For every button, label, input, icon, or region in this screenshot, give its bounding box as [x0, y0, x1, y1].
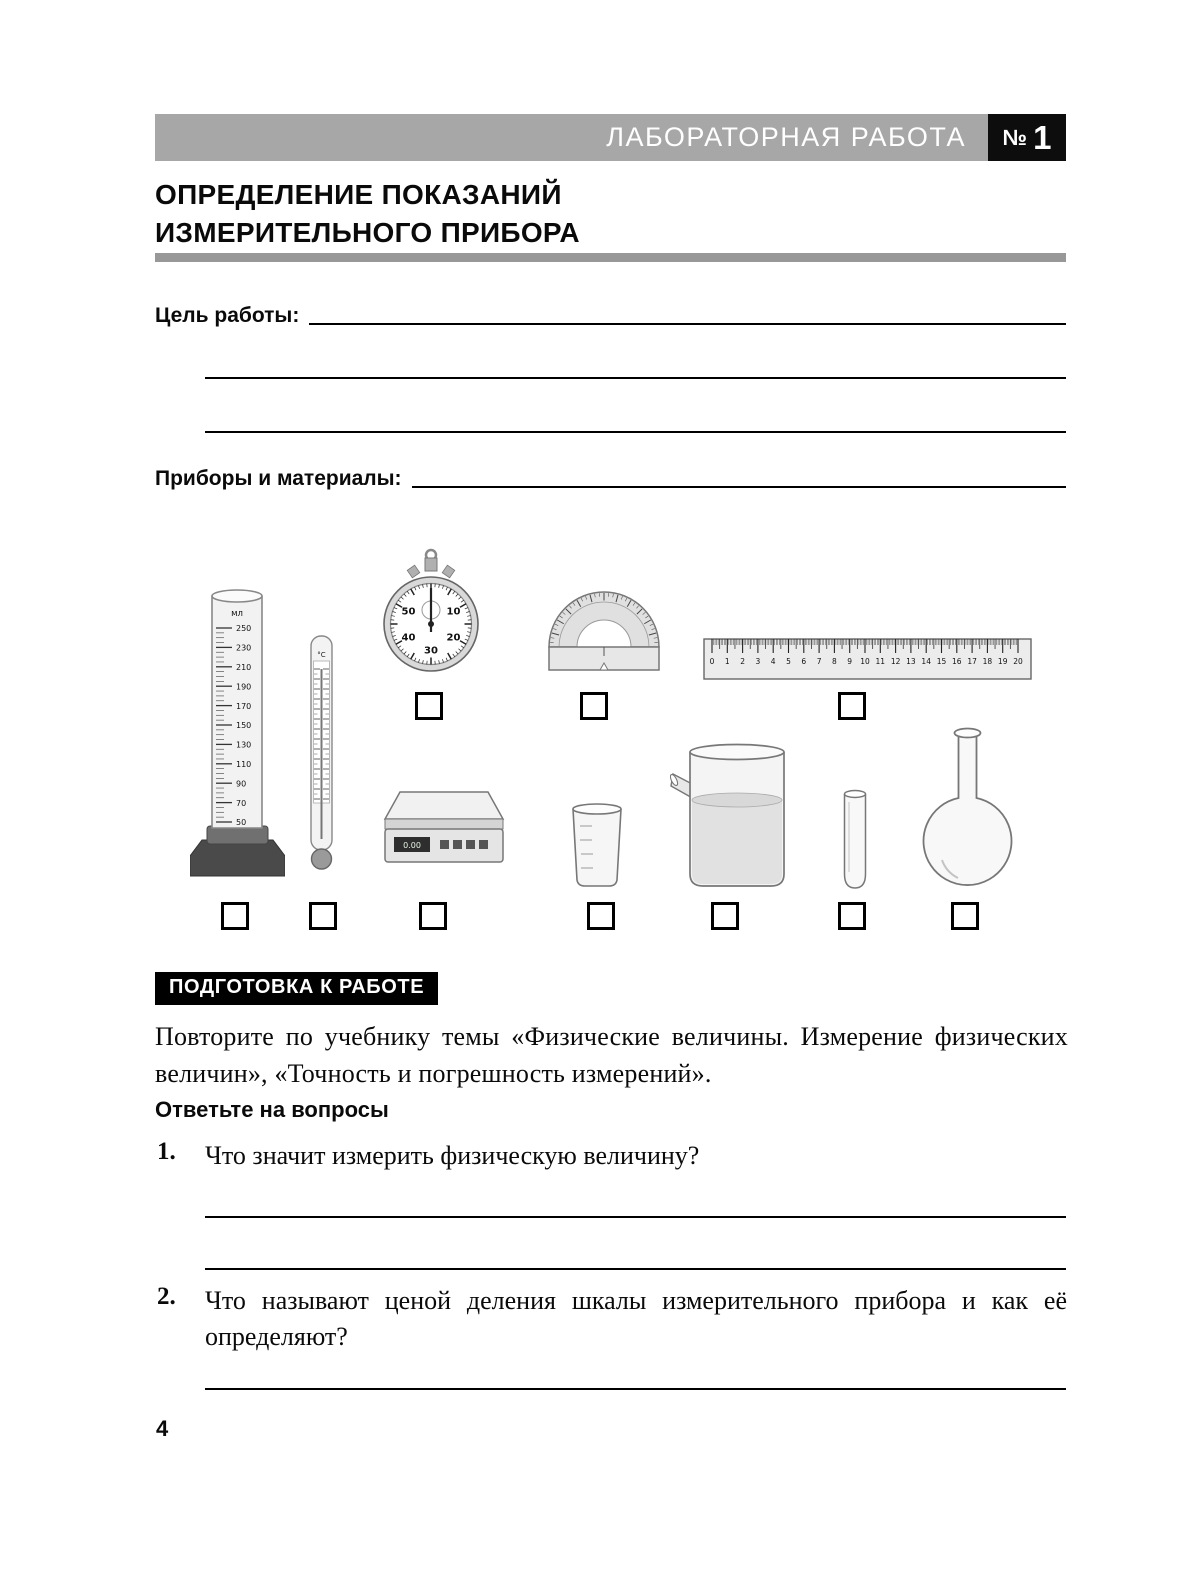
thermometer-bulb	[312, 849, 332, 869]
questions-heading: Ответьте на вопросы	[155, 1097, 389, 1122]
checkbox-balance[interactable]	[419, 902, 447, 930]
stopwatch-crown	[425, 558, 437, 571]
svg-text:10: 10	[446, 606, 461, 618]
page-title-line1: ОПРЕДЕЛЕНИЕ ПОКАЗАНИЙ	[155, 179, 562, 210]
materials-answer-line[interactable]	[412, 486, 1066, 488]
test-tube-image	[840, 786, 870, 894]
thermometer-unit-label: °C	[317, 651, 326, 659]
svg-text:15: 15	[936, 657, 947, 666]
svg-text:6: 6	[801, 657, 807, 666]
electronic-balance-image	[370, 788, 507, 876]
svg-text:70: 70	[236, 798, 247, 808]
checkbox-measuring-cylinder[interactable]	[221, 902, 249, 930]
svg-text:110: 110	[236, 760, 252, 769]
lab-number-sign: №	[1002, 124, 1028, 150]
lab-number-badge	[988, 114, 1066, 161]
thermometer-image	[298, 633, 344, 878]
round-bottom-flask-image	[920, 720, 1015, 894]
svg-text:11: 11	[875, 657, 886, 666]
materials-field	[155, 461, 1066, 491]
svg-text:50: 50	[236, 818, 247, 828]
page-number: 4	[156, 1416, 169, 1441]
svg-text:12: 12	[890, 657, 901, 666]
checkbox-flask[interactable]	[951, 902, 979, 930]
lab-number-value: 1	[1033, 118, 1052, 156]
svg-text:18: 18	[982, 657, 993, 666]
svg-text:8: 8	[832, 657, 837, 666]
svg-text:90: 90	[236, 779, 247, 789]
svg-text:230: 230	[236, 643, 252, 653]
lab-header-title: ЛАБОРАТОРНАЯ РАБОТА	[606, 122, 966, 152]
svg-text:19: 19	[997, 657, 1008, 666]
checkbox-stopwatch[interactable]	[415, 692, 443, 720]
goal-field	[155, 298, 1066, 328]
balance-display-value: 0.00	[403, 841, 421, 850]
lab-header	[155, 114, 1066, 161]
page-title-line2: ИЗМЕРИТЕЛЬНОГО ПРИБОРА	[155, 217, 580, 248]
answer-2-line-1[interactable]	[205, 1388, 1066, 1390]
question-1-text: Что значит измерить физическую величину?	[205, 1141, 700, 1170]
checkbox-thermometer[interactable]	[309, 902, 337, 930]
checkbox-ruler[interactable]	[838, 692, 866, 720]
svg-text:14: 14	[921, 657, 931, 666]
checkbox-test-tube[interactable]	[838, 902, 866, 930]
prep-section-heading: ПОДГОТОВКА К РАБОТЕ	[155, 972, 438, 1005]
svg-text:3: 3	[755, 657, 761, 666]
checkbox-beaker-with-spout[interactable]	[711, 902, 739, 930]
beaker-water	[692, 800, 782, 884]
page-title	[155, 176, 580, 252]
prep-paragraph: Повторите по учебнику темы «Физические величины. Измерение физических величин», «Точность и погрешность измерений».	[155, 1022, 1068, 1088]
svg-text:190: 190	[236, 682, 252, 692]
answer-1-line-1[interactable]	[205, 1216, 1066, 1218]
svg-text:250: 250	[236, 624, 252, 634]
svg-text:7: 7	[816, 657, 822, 666]
question-2-number: 2.	[157, 1283, 176, 1310]
goal-answer-line-3[interactable]	[205, 431, 1066, 433]
svg-text:210: 210	[236, 663, 252, 672]
svg-text:50: 50	[401, 606, 416, 618]
svg-text:150: 150	[236, 721, 252, 731]
svg-text:170: 170	[236, 701, 252, 711]
svg-text:17: 17	[967, 657, 977, 666]
svg-text:20: 20	[1013, 657, 1023, 666]
svg-text:30: 30	[424, 645, 438, 657]
balance-platform	[385, 792, 503, 819]
goal-label: Цель работы:	[155, 304, 300, 327]
svg-text:2: 2	[740, 657, 745, 666]
stopwatch-image	[382, 548, 480, 683]
small-beaker-image	[566, 800, 628, 892]
svg-text:1: 1	[724, 657, 730, 666]
question-2-text: Что называют ценой деления шкалы измерительного прибора и как её определяют?	[205, 1286, 1067, 1351]
checkbox-protractor[interactable]	[580, 692, 608, 720]
cylinder-unit-label: мл	[231, 609, 243, 619]
svg-text:16: 16	[952, 657, 962, 666]
title-divider	[155, 253, 1066, 262]
svg-text:4: 4	[770, 657, 776, 666]
beaker-with-spout-image	[670, 736, 792, 894]
goal-answer-line-1[interactable]	[309, 323, 1066, 325]
svg-text:40: 40	[401, 632, 416, 644]
svg-text:5: 5	[786, 657, 791, 666]
svg-text:0: 0	[709, 657, 715, 666]
svg-text:20: 20	[446, 632, 461, 644]
svg-text:130: 130	[236, 740, 252, 750]
protractor-image	[540, 586, 668, 674]
materials-label: Приборы и материалы:	[155, 467, 402, 490]
svg-text:10: 10	[860, 657, 870, 666]
checkbox-small-beaker[interactable]	[587, 902, 615, 930]
question-1-number: 1.	[157, 1138, 176, 1165]
answer-1-line-2[interactable]	[205, 1268, 1066, 1270]
svg-text:13: 13	[906, 657, 916, 666]
ruler-image	[703, 636, 1033, 682]
goal-answer-line-2[interactable]	[205, 377, 1066, 379]
lab-header-bar	[155, 114, 988, 161]
measuring-cylinder-image	[190, 582, 285, 882]
svg-text:9: 9	[847, 657, 853, 666]
